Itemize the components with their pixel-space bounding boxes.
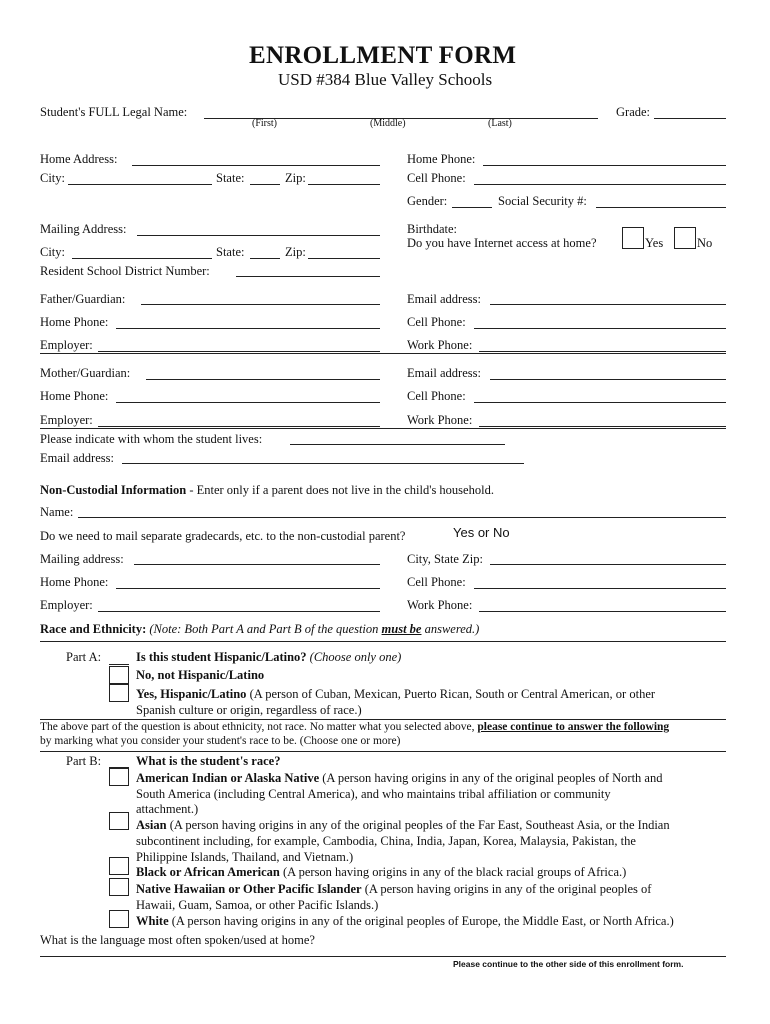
mother-label: Mother/Guardian: xyxy=(40,366,131,380)
non-custodial-title: Non-Custodial Information xyxy=(40,483,187,497)
internet-yes-checkbox[interactable] xyxy=(622,227,644,249)
internet-yes-label: Yes xyxy=(645,236,664,250)
mail-zip-field[interactable] xyxy=(308,258,380,259)
gender-label: Gender: xyxy=(407,194,448,208)
mail-city-label: City: xyxy=(40,245,66,259)
asian-checkbox[interactable] xyxy=(109,812,129,830)
father-home-phone-label: Home Phone: xyxy=(40,315,109,329)
last-hint: (Last) xyxy=(488,118,512,129)
non-custodial-instructions: - Enter only if a parent does not live in the child's household. xyxy=(186,483,494,497)
mail-state-field[interactable] xyxy=(250,258,280,259)
divider xyxy=(40,428,726,429)
nc-employer-field[interactable] xyxy=(98,611,380,612)
race-title: Race and Ethnicity: xyxy=(40,622,147,636)
black-line1 xyxy=(136,865,626,880)
language-label: What is the language most often spoken/used at home? xyxy=(40,933,315,947)
mother-work-phone-label: Work Phone: xyxy=(407,413,473,427)
lives-with-label: Please indicate with whom the student lives: xyxy=(40,432,263,446)
white-desc: (A person having origins in any of the original peoples of Europe, the Middle East, or North Africa.) xyxy=(168,914,674,928)
ssn-label: Social Security #: xyxy=(498,194,587,208)
american-indian-checkbox[interactable] xyxy=(109,768,129,786)
part-a-underline xyxy=(109,664,129,665)
race-instruction-line2: by marking what you consider your student's race to be. (Choose one or more) xyxy=(40,735,401,747)
form-title: ENROLLMENT FORM xyxy=(249,42,517,69)
race-instruction-line1 xyxy=(40,721,669,733)
father-cell-phone-label: Cell Phone: xyxy=(407,315,466,329)
yes-hispanic-line2: Spanish culture or origin, regardless of race.) xyxy=(136,703,362,717)
race-note-pre: (Note: Both Part A and Part B of the question xyxy=(146,622,382,636)
mother-employer-label: Employer: xyxy=(40,413,93,427)
mother-email-field[interactable] xyxy=(490,379,726,380)
father-field[interactable] xyxy=(141,304,380,305)
yes-hispanic-label: Yes, Hispanic/Latino xyxy=(136,687,247,701)
birthdate-label: Birthdate: xyxy=(407,222,457,236)
yes-hispanic-desc: (A person of Cuban, Mexican, Puerto Rican, South or Central American, or other xyxy=(246,687,656,701)
nc-mailing-field[interactable] xyxy=(134,564,380,565)
part-a-question-text: Is this student Hispanic/Latino? xyxy=(136,650,307,664)
nc-name-field[interactable] xyxy=(78,517,726,518)
native-hawaiian-line2: Hawaii, Guam, Samoa, or other Pacific Islands.) xyxy=(136,898,379,912)
divider xyxy=(40,719,726,720)
zip-label: Zip: xyxy=(285,171,306,185)
home-phone-label: Home Phone: xyxy=(407,152,476,166)
white-label: White xyxy=(136,914,169,928)
home-address-field[interactable] xyxy=(132,165,380,166)
part-b-label: Part B: xyxy=(66,754,102,768)
black-checkbox[interactable] xyxy=(109,857,129,875)
state-field[interactable] xyxy=(250,184,280,185)
nc-home-phone-field[interactable] xyxy=(116,588,380,589)
nc-home-phone-label: Home Phone: xyxy=(40,575,109,589)
legal-name-label: Student's FULL Legal Name: xyxy=(40,105,188,119)
divider xyxy=(40,751,726,752)
white-checkbox[interactable] xyxy=(109,910,129,928)
father-work-phone-field[interactable] xyxy=(479,351,726,352)
father-email-field[interactable] xyxy=(490,304,726,305)
mother-work-phone-field[interactable] xyxy=(479,426,726,427)
district-field[interactable] xyxy=(236,276,380,277)
part-a-choose: (Choose only one) xyxy=(306,650,402,664)
father-label: Father/Guardian: xyxy=(40,292,126,306)
form-subtitle: USD #384 Blue Valley Schools xyxy=(278,70,493,89)
native-hawaiian-line1 xyxy=(136,882,651,897)
part-b-question: What is the student's race? xyxy=(136,754,281,768)
mail-zip-label: Zip: xyxy=(285,245,306,259)
middle-hint: (Middle) xyxy=(370,118,406,129)
lives-with-field[interactable] xyxy=(290,444,505,445)
american-indian-line1 xyxy=(136,771,662,786)
mail-city-field[interactable] xyxy=(72,258,212,259)
father-employer-label: Employer: xyxy=(40,338,93,352)
mailing-address-field[interactable] xyxy=(137,235,380,236)
race-note-must: must be xyxy=(381,622,422,636)
asian-desc: (A person having origins in any of the original peoples of the Far East, Southeast Asia, or the Indian xyxy=(166,818,670,832)
native-hawaiian-desc: (A person having origins in any of the original peoples of xyxy=(361,882,652,896)
home-phone-field[interactable] xyxy=(483,165,726,166)
white-line1 xyxy=(136,914,674,929)
american-indian-line2: South America (including Central America), and who maintains tribal affiliation or community xyxy=(136,787,611,801)
nc-cell-phone-label: Cell Phone: xyxy=(407,575,466,589)
part-a-label: Part A: xyxy=(66,650,102,664)
grade-field[interactable] xyxy=(654,118,726,119)
nc-name-label: Name: xyxy=(40,505,74,519)
divider xyxy=(40,353,726,354)
asian-line3: Philippine Islands, Thailand, and Vietnam.) xyxy=(136,850,354,864)
grade-label: Grade: xyxy=(616,105,651,119)
lives-email-label: Email address: xyxy=(40,451,114,465)
city-label: City: xyxy=(40,171,66,185)
lives-email-field[interactable] xyxy=(122,463,524,464)
nc-mail-question: Do we need to mail separate gradecards, etc. to the non-custodial parent? xyxy=(40,529,406,543)
nc-work-phone-label: Work Phone: xyxy=(407,598,473,612)
nc-work-phone-field[interactable] xyxy=(479,611,726,612)
father-work-phone-label: Work Phone: xyxy=(407,338,473,352)
district-label: Resident School District Number: xyxy=(40,264,210,278)
mother-home-phone-field[interactable] xyxy=(116,402,380,403)
race-instruction-underlined: please continue to answer the following xyxy=(477,721,670,733)
internet-no-checkbox[interactable] xyxy=(674,227,696,249)
yes-hispanic-line1 xyxy=(136,687,655,702)
first-hint: (First) xyxy=(252,118,277,129)
state-label: State: xyxy=(216,171,245,185)
asian-line1 xyxy=(136,818,670,833)
father-email-label: Email address: xyxy=(407,292,481,306)
divider xyxy=(40,956,726,957)
mother-email-label: Email address: xyxy=(407,366,481,380)
asian-label: Asian xyxy=(136,818,167,832)
mother-cell-phone-label: Cell Phone: xyxy=(407,389,466,403)
black-desc: (A person having origins in any of the black racial groups of Africa.) xyxy=(279,865,627,879)
mother-home-phone-label: Home Phone: xyxy=(40,389,109,403)
nc-mail-answer[interactable]: Yes or No xyxy=(453,525,510,540)
divider xyxy=(40,641,726,642)
race-instruction-pre: The above part of the question is about ethnicity, not race. No matter what you selected above, xyxy=(40,721,478,733)
asian-line2: subcontinent including, for example, Cambodia, China, India, Japan, Korea, Malaysia, Pakistan, the xyxy=(136,834,636,848)
american-indian-label: American Indian or Alaska Native xyxy=(136,771,320,785)
mailing-address-label: Mailing Address: xyxy=(40,222,127,236)
cell-phone-field[interactable] xyxy=(474,184,726,185)
non-custodial-heading xyxy=(40,483,494,498)
continue-note: Please continue to the other side of this enrollment form. xyxy=(453,959,684,969)
gender-field[interactable] xyxy=(452,207,492,208)
mother-cell-phone-field[interactable] xyxy=(474,402,726,403)
no-hispanic-label: No, not Hispanic/Latino xyxy=(136,668,265,682)
cell-phone-label: Cell Phone: xyxy=(407,171,466,185)
american-indian-desc: (A person having origins in any of the original peoples of North and xyxy=(319,771,663,785)
zip-field[interactable] xyxy=(308,184,380,185)
nc-employer-label: Employer: xyxy=(40,598,93,612)
yes-hispanic-checkbox[interactable] xyxy=(109,684,129,702)
part-a-question xyxy=(136,650,401,665)
nc-city-state-zip-field[interactable] xyxy=(490,564,726,565)
nc-city-state-zip-label: City, State Zip: xyxy=(407,552,483,566)
mother-field[interactable] xyxy=(146,379,380,380)
city-field[interactable] xyxy=(68,184,212,185)
mother-employer-field[interactable] xyxy=(98,426,380,427)
american-indian-line3: attachment.) xyxy=(136,802,199,816)
race-heading xyxy=(40,622,479,637)
no-hispanic-checkbox[interactable] xyxy=(109,666,129,684)
father-home-phone-field[interactable] xyxy=(116,328,380,329)
race-note-post: answered.) xyxy=(421,622,480,636)
internet-no-label: No xyxy=(697,236,713,250)
native-hawaiian-label: Native Hawaiian or Other Pacific Islander xyxy=(136,882,362,896)
mail-state-label: State: xyxy=(216,245,245,259)
black-label: Black or African American xyxy=(136,865,280,879)
father-cell-phone-field[interactable] xyxy=(474,328,726,329)
native-hawaiian-checkbox[interactable] xyxy=(109,878,129,896)
internet-question: Do you have Internet access at home? xyxy=(407,236,597,250)
father-employer-field[interactable] xyxy=(98,351,380,352)
nc-mailing-label: Mailing address: xyxy=(40,552,124,566)
nc-cell-phone-field[interactable] xyxy=(474,588,726,589)
ssn-field[interactable] xyxy=(596,207,726,208)
home-address-label: Home Address: xyxy=(40,152,118,166)
